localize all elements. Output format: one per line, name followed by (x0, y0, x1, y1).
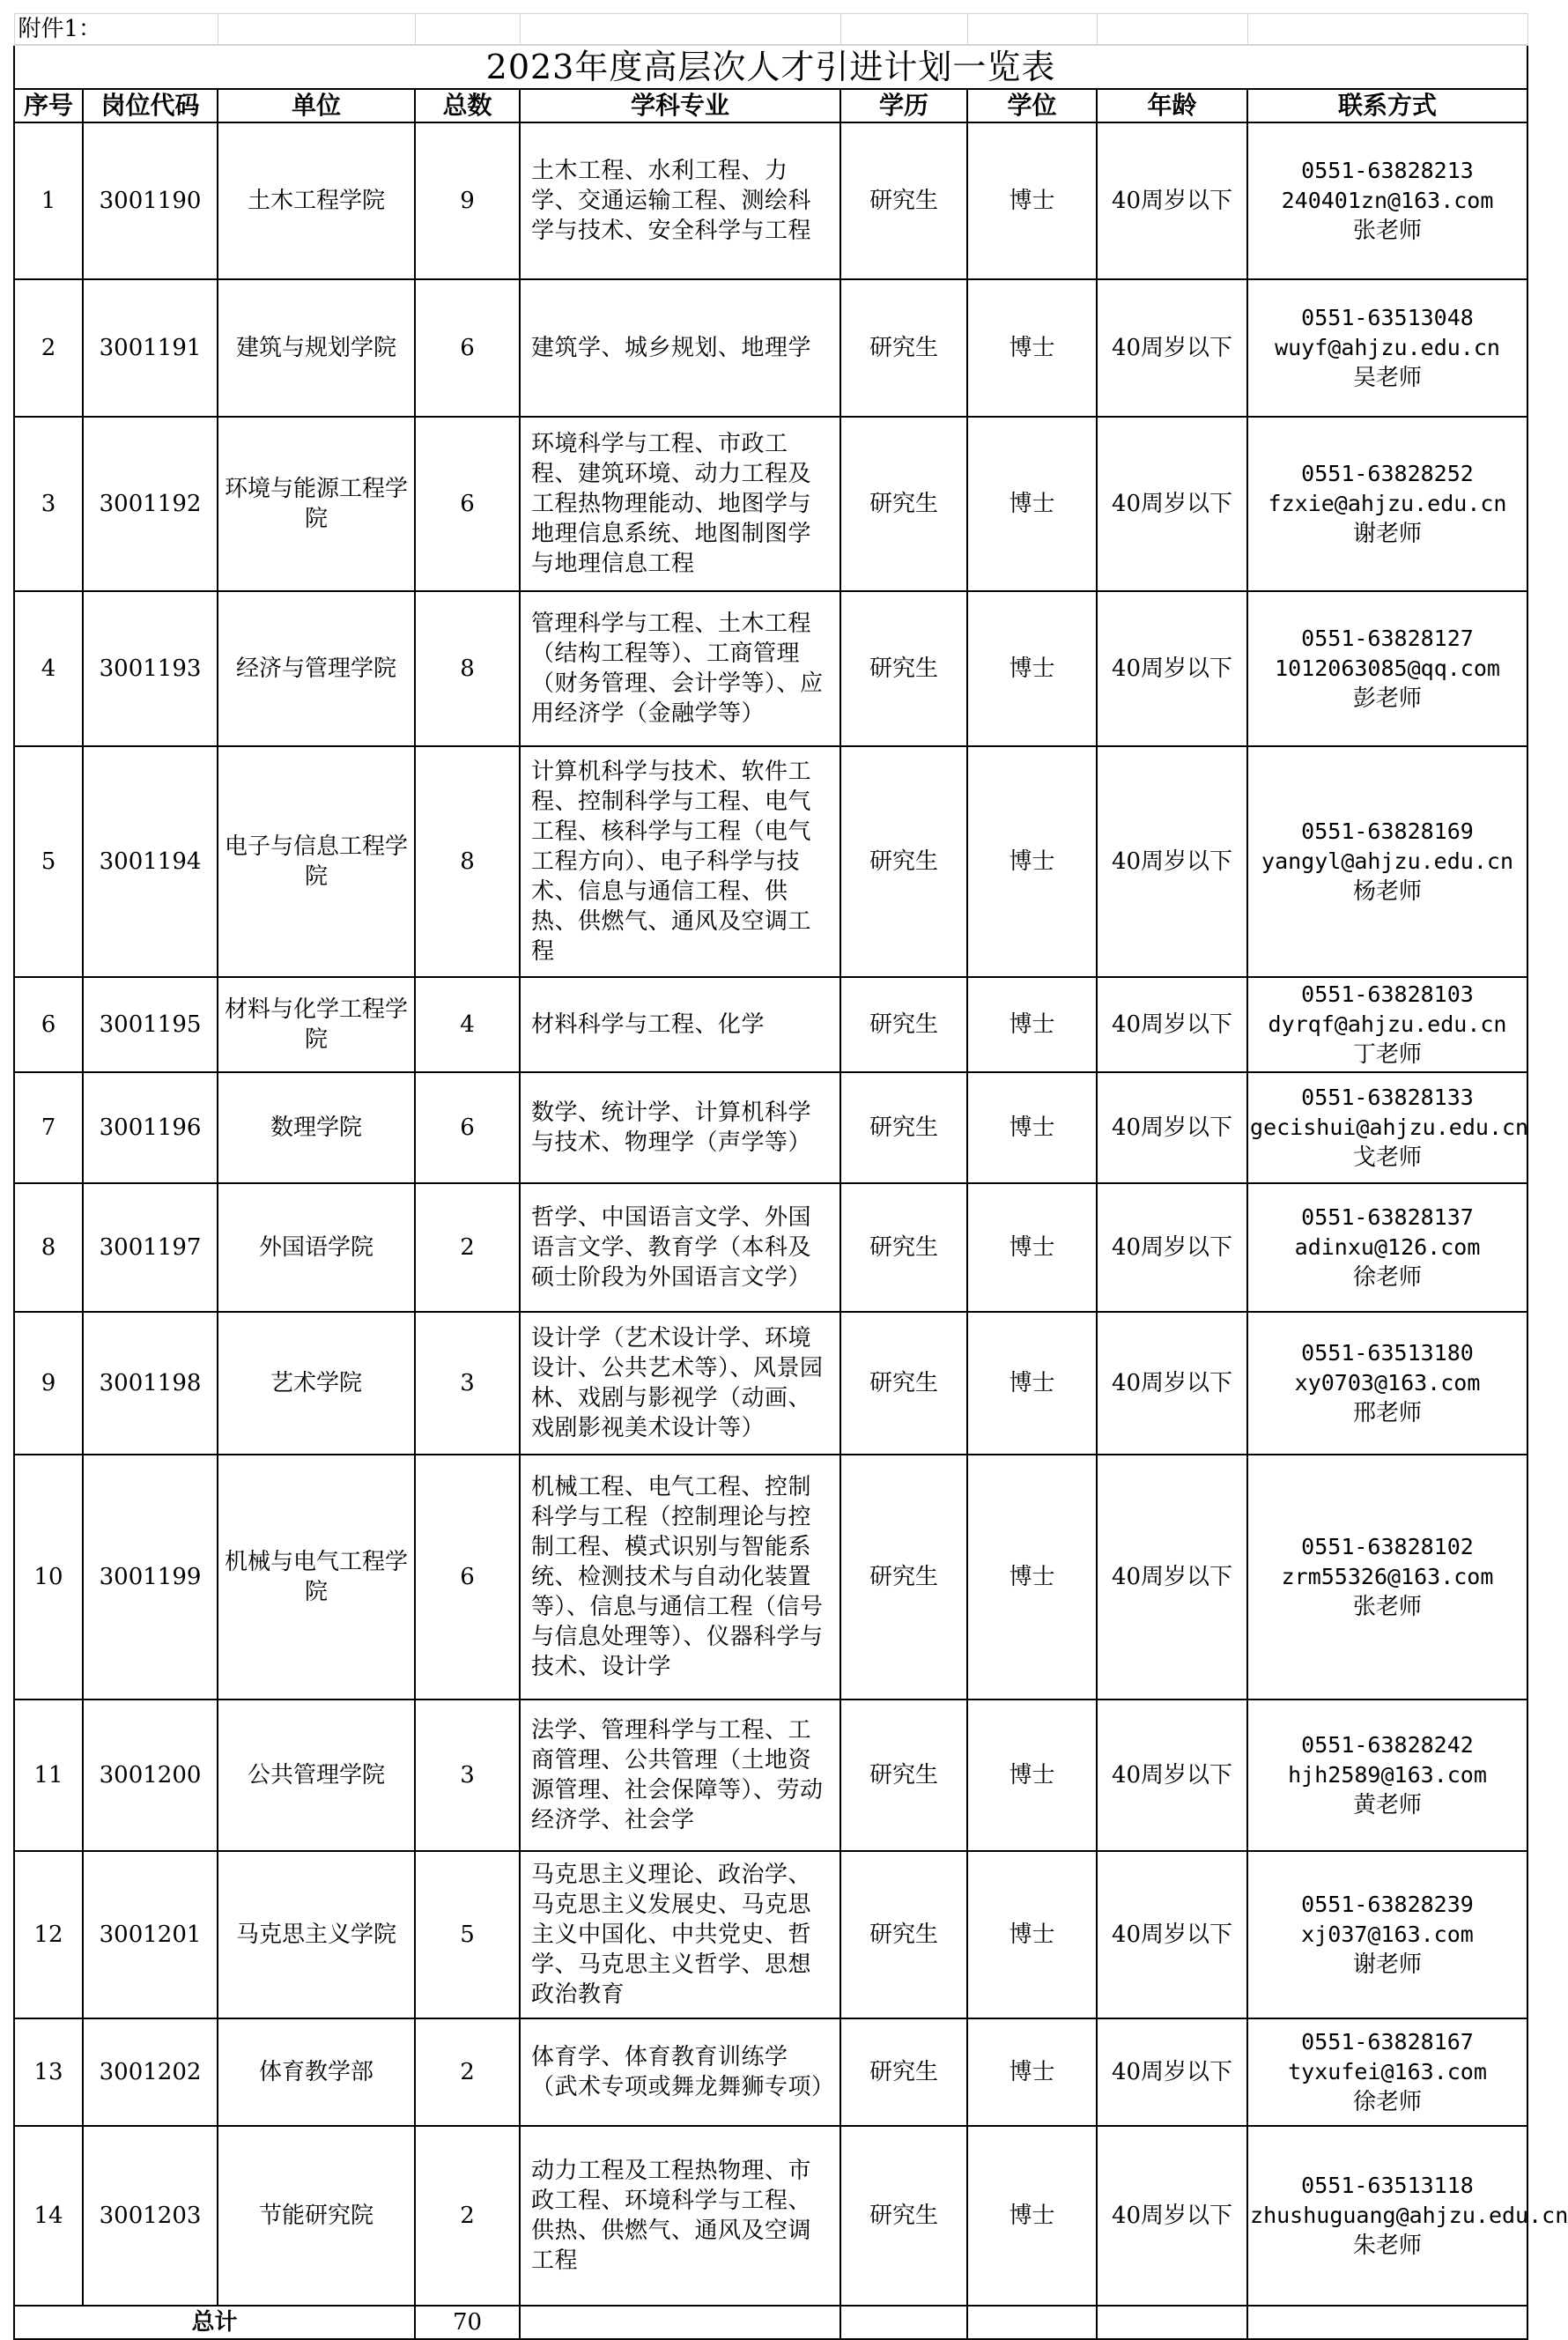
row-total: 6 (415, 279, 520, 417)
contact-email[interactable]: adinxu@126.com (1294, 1234, 1481, 1260)
empty-cell (520, 2306, 840, 2339)
row-contact (1247, 279, 1527, 417)
row-contact (1247, 1183, 1527, 1312)
row-code: 3001200 (83, 1699, 218, 1851)
contact-phone: 0551-63828137 (1301, 1204, 1474, 1230)
row-total: 6 (415, 1072, 520, 1183)
row-major: 环境科学与工程、市政工程、建筑环境、动力工程及工程热物理能动、地图学与地理信息系统、地图制图学与地理信息工程 (520, 417, 840, 591)
row-total: 4 (415, 977, 520, 1072)
total-row (14, 2306, 1527, 2339)
row-degree: 博士 (967, 591, 1097, 746)
title-cell (14, 45, 1527, 89)
row-code: 3001202 (83, 2018, 218, 2126)
contact-email[interactable]: gecishui@ahjzu.edu.cn (1250, 1114, 1529, 1140)
row-unit: 外国语学院 (218, 1183, 415, 1312)
row-code: 3001194 (83, 746, 218, 977)
table-row (14, 1455, 1527, 1699)
contact-phone: 0551-63828167 (1301, 2029, 1474, 2055)
contact-phone: 0551-63828127 (1301, 626, 1474, 651)
row-total: 8 (415, 591, 520, 746)
row-major: 设计学（艺术设计学、环境设计、公共艺术等）、风景园林、戏剧与影视学（动画、戏剧影视美术设计等） (520, 1312, 840, 1455)
row-age: 40周岁以下 (1097, 1183, 1247, 1312)
row-major: 建筑学、城乡规划、地理学 (520, 279, 840, 417)
row-degree: 博士 (967, 746, 1097, 977)
row-total: 8 (415, 746, 520, 977)
empty-cell (520, 14, 840, 46)
table-row (14, 591, 1527, 746)
row-contact (1247, 2018, 1527, 2126)
contact-phone: 0551-63828169 (1301, 818, 1474, 844)
row-contact (1247, 2126, 1568, 2306)
empty-cell (840, 14, 967, 46)
row-unit: 体育教学部 (218, 2018, 415, 2126)
row-education: 研究生 (840, 122, 967, 279)
row-education: 研究生 (840, 977, 967, 1072)
row-major: 材料科学与工程、化学 (520, 977, 840, 1072)
table-row (14, 2126, 1527, 2306)
table-row (14, 1851, 1527, 2018)
annex-label: 附件1： (14, 14, 218, 46)
row-education: 研究生 (840, 1455, 967, 1699)
contact-phone: 0551-63828213 (1301, 158, 1474, 183)
table-row (14, 1072, 1527, 1183)
row-seq: 7 (14, 1072, 83, 1183)
contact-email[interactable]: xj037@163.com (1301, 1922, 1474, 1947)
table-row (14, 1183, 1527, 1312)
contact-email[interactable]: fzxie@ahjzu.edu.cn (1268, 491, 1507, 516)
row-code: 3001198 (83, 1312, 218, 1455)
row-contact (1247, 746, 1527, 977)
contact-name: 黄老师 (1353, 1792, 1423, 1818)
header-major: 学科专业 (520, 89, 840, 122)
row-seq: 12 (14, 1851, 83, 2018)
contact-name: 朱老师 (1353, 2233, 1423, 2259)
header-contact: 联系方式 (1247, 89, 1527, 122)
row-code: 3001191 (83, 279, 218, 417)
row-major: 土木工程、水利工程、力学、交通运输工程、测绘科学与技术、安全科学与工程 (520, 122, 840, 279)
table-row (14, 417, 1527, 591)
contact-phone: 0551-63828242 (1301, 1732, 1474, 1758)
row-major: 哲学、中国语言文学、外国语言文学、教育学（本科及硕士阶段为外国语言文学） (520, 1183, 840, 1312)
row-education: 研究生 (840, 417, 967, 591)
row-major: 计算机科学与技术、软件工程、控制科学与工程、电气工程、核科学与工程（电气工程方向）、电子科学与技术、信息与通信工程、供热、供燃气、通风及空调工程 (520, 746, 840, 977)
contact-name: 杨老师 (1353, 878, 1423, 905)
empty-cell (840, 2306, 967, 2339)
row-contact (1247, 417, 1527, 591)
row-code: 3001190 (83, 122, 218, 279)
row-seq: 4 (14, 591, 83, 746)
row-degree: 博士 (967, 279, 1097, 417)
row-education: 研究生 (840, 1851, 967, 2018)
row-code: 3001203 (83, 2126, 218, 2306)
row-total: 2 (415, 2126, 520, 2306)
row-seq: 10 (14, 1455, 83, 1699)
row-contact (1247, 1455, 1527, 1699)
row-unit: 节能研究院 (218, 2126, 415, 2306)
row-major: 体育学、体育教育训练学（武术专项或舞龙舞狮专项） (520, 2018, 840, 2126)
row-age: 40周岁以下 (1097, 1851, 1247, 2018)
header-unit: 单位 (218, 89, 415, 122)
total-label: 总计 (14, 2306, 415, 2339)
row-age: 40周岁以下 (1097, 1312, 1247, 1455)
row-unit: 经济与管理学院 (218, 591, 415, 746)
contact-email[interactable]: dyrqf@ahjzu.edu.cn (1268, 1011, 1507, 1037)
contact-name: 彭老师 (1353, 685, 1423, 712)
row-seq: 1 (14, 122, 83, 279)
row-age: 40周岁以下 (1097, 591, 1247, 746)
row-seq: 13 (14, 2018, 83, 2126)
row-age: 40周岁以下 (1097, 1455, 1247, 1699)
row-degree: 博士 (967, 1851, 1097, 2018)
row-age: 40周岁以下 (1097, 746, 1247, 977)
table-row (14, 1312, 1527, 1455)
row-major: 动力工程及工程热物理、市政工程、环境科学与工程、供热、供燃气、通风及空调工程 (520, 2126, 840, 2306)
contact-phone: 0551-63828103 (1301, 981, 1474, 1007)
row-age: 40周岁以下 (1097, 977, 1247, 1072)
row-degree: 博士 (967, 122, 1097, 279)
contact-name: 吴老师 (1353, 365, 1423, 391)
contact-email[interactable]: tyxufei@163.com (1288, 2059, 1487, 2085)
row-seq: 9 (14, 1312, 83, 1455)
table-row (14, 1699, 1527, 1851)
row-age: 40周岁以下 (1097, 1072, 1247, 1183)
empty-cell (1097, 14, 1247, 46)
row-contact (1247, 122, 1527, 279)
contact-phone: 0551-63828252 (1301, 461, 1474, 486)
row-education: 研究生 (840, 1183, 967, 1312)
empty-cell (415, 14, 520, 46)
row-age: 40周岁以下 (1097, 122, 1247, 279)
contact-email[interactable]: zhushuguang@ahjzu.edu.cn (1250, 2203, 1568, 2228)
contact-email[interactable]: xy0703@163.com (1294, 1370, 1481, 1396)
table-row (14, 122, 1527, 279)
empty-cell (218, 14, 415, 46)
empty-cell (1247, 2306, 1527, 2339)
row-total: 3 (415, 1699, 520, 1851)
row-education: 研究生 (840, 279, 967, 417)
table-row (14, 746, 1527, 977)
row-code: 3001192 (83, 417, 218, 591)
row-total: 6 (415, 1455, 520, 1699)
row-code: 3001201 (83, 1851, 218, 2018)
recruitment-plan-table (13, 13, 1568, 2340)
contact-email[interactable]: wuyf@ahjzu.edu.cn (1275, 335, 1500, 360)
contact-email[interactable]: hjh2589@163.com (1288, 1762, 1487, 1788)
row-degree: 博士 (967, 417, 1097, 591)
row-degree: 博士 (967, 1312, 1097, 1455)
row-contact (1247, 1851, 1527, 2018)
contact-name: 张老师 (1353, 218, 1423, 244)
row-major: 马克思主义理论、政治学、马克思主义发展史、马克思主义中国化、中共党史、哲学、马克思主义哲学、思想政治教育 (520, 1851, 840, 2018)
row-education: 研究生 (840, 591, 967, 746)
header-education: 学历 (840, 89, 967, 122)
row-seq: 5 (14, 746, 83, 977)
row-education: 研究生 (840, 1312, 967, 1455)
row-seq: 3 (14, 417, 83, 591)
row-contact (1247, 1072, 1527, 1183)
row-code: 3001199 (83, 1455, 218, 1699)
empty-cell (1097, 2306, 1247, 2339)
row-seq: 6 (14, 977, 83, 1072)
row-degree: 博士 (967, 1455, 1097, 1699)
row-contact (1247, 591, 1527, 746)
row-contact (1247, 977, 1527, 1072)
row-unit: 马克思主义学院 (218, 1851, 415, 2018)
header-total: 总数 (415, 89, 520, 122)
row-age: 40周岁以下 (1097, 279, 1247, 417)
row-education: 研究生 (840, 1072, 967, 1183)
row-age: 40周岁以下 (1097, 417, 1247, 591)
table-row (14, 977, 1527, 1072)
contact-email[interactable]: 240401zn@163.com (1281, 188, 1494, 213)
row-total: 5 (415, 1851, 520, 2018)
row-code: 3001197 (83, 1183, 218, 1312)
row-unit: 土木工程学院 (218, 122, 415, 279)
row-unit: 机械与电气工程学院 (218, 1455, 415, 1699)
empty-cell (967, 14, 1097, 46)
row-seq: 8 (14, 1183, 83, 1312)
title-row (14, 45, 1527, 89)
row-degree: 博士 (967, 1072, 1097, 1183)
header-age: 年龄 (1097, 89, 1247, 122)
contact-phone: 0551-63513048 (1301, 305, 1474, 330)
row-contact (1247, 1312, 1527, 1455)
annex-row (14, 14, 1527, 46)
row-unit: 艺术学院 (218, 1312, 415, 1455)
contact-email[interactable]: zrm55326@163.com (1281, 1564, 1494, 1589)
contact-phone: 0551-63513118 (1301, 2173, 1474, 2198)
contact-phone: 0551-63828133 (1301, 1085, 1474, 1110)
row-unit: 材料与化学工程学院 (218, 977, 415, 1072)
contact-name: 戈老师 (1353, 1144, 1423, 1171)
row-major: 数学、统计学、计算机科学与技术、物理学（声学等） (520, 1072, 840, 1183)
row-age: 40周岁以下 (1097, 2126, 1247, 2306)
row-education: 研究生 (840, 2018, 967, 2126)
row-seq: 14 (14, 2126, 83, 2306)
header-degree: 学位 (967, 89, 1097, 122)
contact-phone: 0551-63828239 (1301, 1892, 1474, 1917)
row-degree: 博士 (967, 977, 1097, 1072)
row-unit: 建筑与规划学院 (218, 279, 415, 417)
row-education: 研究生 (840, 2126, 967, 2306)
row-total: 2 (415, 1183, 520, 1312)
row-degree: 博士 (967, 2126, 1097, 2306)
row-unit: 数理学院 (218, 1072, 415, 1183)
row-unit: 环境与能源工程学院 (218, 417, 415, 591)
row-code: 3001195 (83, 977, 218, 1072)
row-unit: 公共管理学院 (218, 1699, 415, 1851)
row-unit: 电子与信息工程学院 (218, 746, 415, 977)
row-degree: 博士 (967, 1183, 1097, 1312)
row-seq: 11 (14, 1699, 83, 1851)
row-degree: 博士 (967, 2018, 1097, 2126)
empty-cell (967, 2306, 1097, 2339)
contact-phone: 0551-63828102 (1301, 1534, 1474, 1559)
row-total: 6 (415, 417, 520, 591)
row-major: 法学、管理科学与工程、工商管理、公共管理（土地资源管理、社会保障等）、劳动经济学、社会学 (520, 1699, 840, 1851)
contact-name: 徐老师 (1353, 2089, 1423, 2115)
row-education: 研究生 (840, 1699, 967, 1851)
row-degree: 博士 (967, 1699, 1097, 1851)
contact-name: 邢老师 (1353, 1400, 1423, 1426)
page-title: 2023年度高层次人才引进计划一览表 (485, 48, 1056, 86)
row-total: 2 (415, 2018, 520, 2126)
row-total: 3 (415, 1312, 520, 1455)
contact-name: 谢老师 (1353, 521, 1423, 547)
contact-name: 谢老师 (1353, 1951, 1423, 1978)
row-major: 管理科学与工程、土木工程（结构工程等）、工商管理（财务管理、会计学等）、应用经济学（金融学等） (520, 591, 840, 746)
table-row (14, 2018, 1527, 2126)
row-age: 40周岁以下 (1097, 2018, 1247, 2126)
row-total: 9 (415, 122, 520, 279)
total-value: 70 (415, 2306, 520, 2339)
contact-email[interactable]: 1012063085@qq.com (1275, 655, 1500, 681)
contact-phone: 0551-63513180 (1301, 1340, 1474, 1366)
row-code: 3001196 (83, 1072, 218, 1183)
row-major: 机械工程、电气工程、控制科学与工程（控制理论与控制工程、模式识别与智能系统、检测技术与自动化装置等）、信息与通信工程（信号与信息处理等）、仪器科学与技术、设计学 (520, 1455, 840, 1699)
header-seq: 序号 (14, 89, 83, 122)
header-code: 岗位代码 (83, 89, 218, 122)
contact-email[interactable]: yangyl@ahjzu.edu.cn (1261, 848, 1513, 874)
row-education: 研究生 (840, 746, 967, 977)
contact-name: 张老师 (1353, 1594, 1423, 1620)
empty-cell (1247, 14, 1527, 46)
table-row (14, 279, 1527, 417)
contact-name: 丁老师 (1353, 1041, 1423, 1068)
row-seq: 2 (14, 279, 83, 417)
row-age: 40周岁以下 (1097, 1699, 1247, 1851)
header-row (14, 89, 1527, 122)
contact-name: 徐老师 (1353, 1264, 1423, 1291)
row-code: 3001193 (83, 591, 218, 746)
row-contact (1247, 1699, 1527, 1851)
